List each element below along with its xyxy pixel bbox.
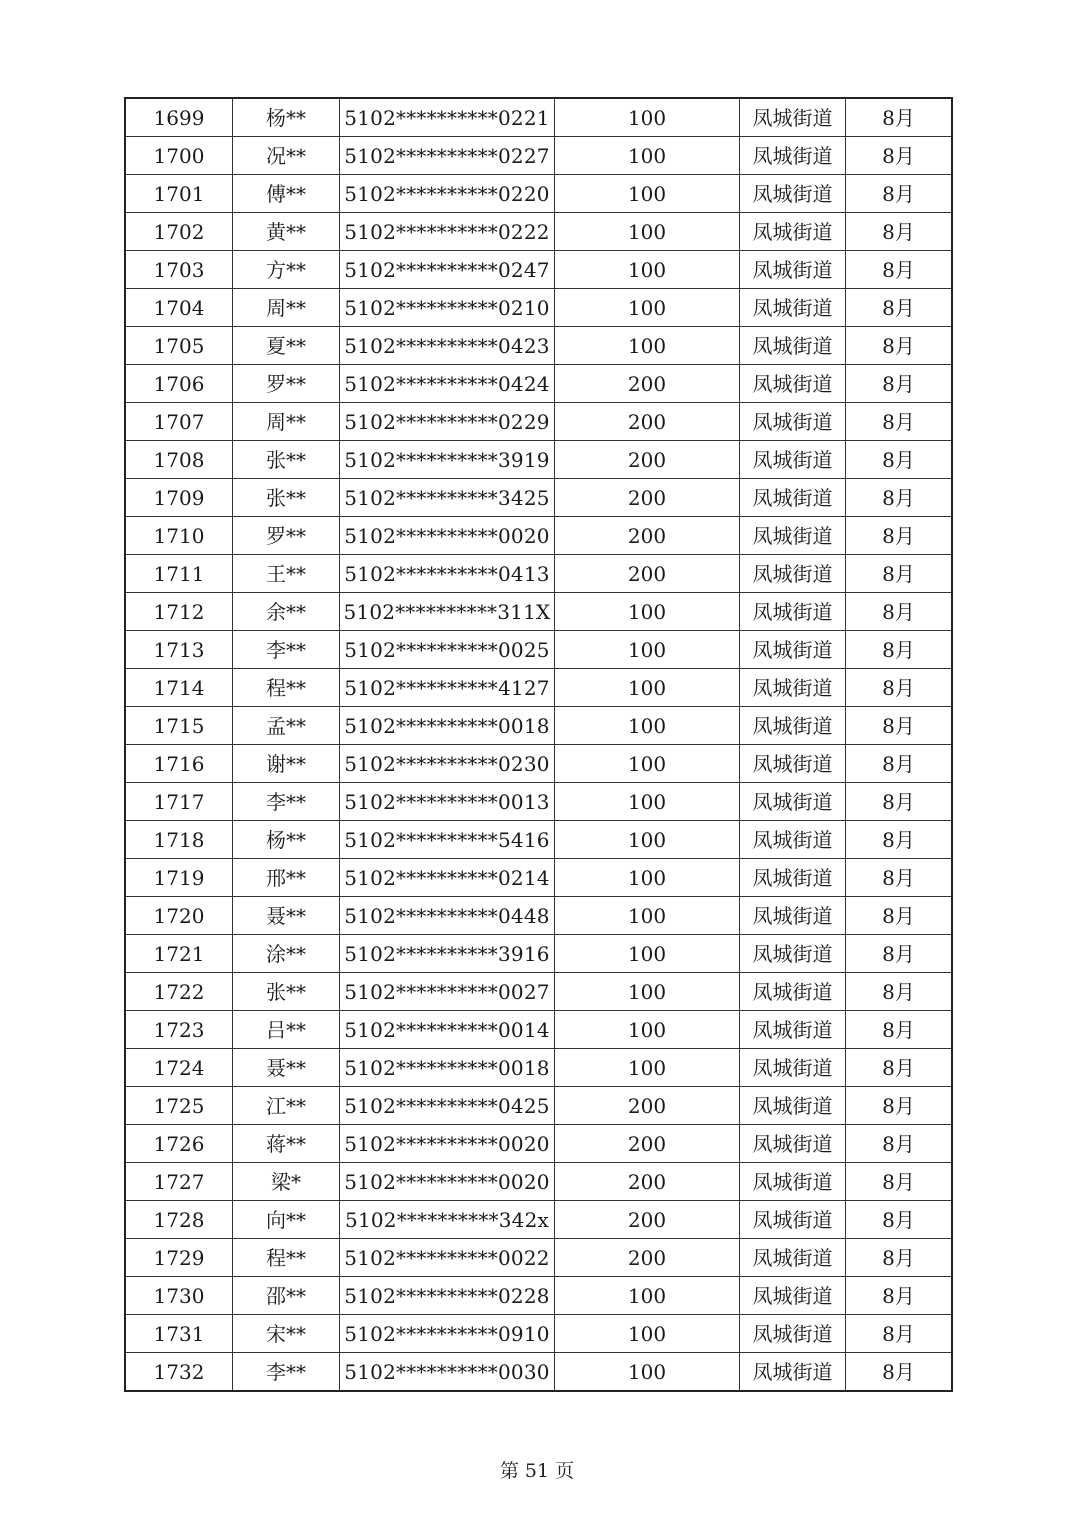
month-cell: 8月: [846, 517, 953, 555]
area-cell: 凤城街道: [740, 98, 846, 137]
area-cell: 凤城街道: [740, 1201, 846, 1239]
name-cell: 邵**: [233, 1277, 340, 1315]
month-cell: 8月: [846, 1125, 953, 1163]
amount-cell: 100: [555, 593, 740, 631]
name-cell: 罗**: [233, 365, 340, 403]
month-cell: 8月: [846, 935, 953, 973]
month-cell: 8月: [846, 327, 953, 365]
table-row: [125, 1277, 952, 1315]
amount-cell: 200: [555, 403, 740, 441]
name-cell: 余**: [233, 593, 340, 631]
area-cell: 凤城街道: [740, 631, 846, 669]
row-index-cell: 1719: [125, 859, 233, 897]
id-number-cell: 5102**********0014: [340, 1011, 555, 1049]
area-cell: 凤城街道: [740, 175, 846, 213]
name-cell: 孟**: [233, 707, 340, 745]
area-cell: 凤城街道: [740, 1353, 846, 1392]
month-cell: 8月: [846, 1239, 953, 1277]
row-index-cell: 1715: [125, 707, 233, 745]
row-index-cell: 1699: [125, 98, 233, 137]
area-cell: 凤城街道: [740, 1087, 846, 1125]
name-cell: 蒋**: [233, 1125, 340, 1163]
row-index-cell: 1722: [125, 973, 233, 1011]
month-cell: 8月: [846, 1201, 953, 1239]
row-index-cell: 1701: [125, 175, 233, 213]
id-number-cell: 5102**********0220: [340, 175, 555, 213]
name-cell: 李**: [233, 631, 340, 669]
name-cell: 聂**: [233, 897, 340, 935]
name-cell: 周**: [233, 289, 340, 327]
name-cell: 谢**: [233, 745, 340, 783]
amount-cell: 200: [555, 1163, 740, 1201]
id-number-cell: 5102**********0228: [340, 1277, 555, 1315]
month-cell: 8月: [846, 593, 953, 631]
name-cell: 程**: [233, 669, 340, 707]
month-cell: 8月: [846, 1353, 953, 1392]
name-cell: 梁*: [233, 1163, 340, 1201]
row-index-cell: 1725: [125, 1087, 233, 1125]
row-index-cell: 1716: [125, 745, 233, 783]
area-cell: 凤城街道: [740, 1163, 846, 1201]
table-row: [125, 973, 952, 1011]
name-cell: 张**: [233, 479, 340, 517]
row-index-cell: 1707: [125, 403, 233, 441]
row-index-cell: 1724: [125, 1049, 233, 1087]
amount-cell: 100: [555, 98, 740, 137]
table-row: [125, 1315, 952, 1353]
amount-cell: 100: [555, 1277, 740, 1315]
amount-cell: 100: [555, 631, 740, 669]
row-index-cell: 1700: [125, 137, 233, 175]
amount-cell: 100: [555, 821, 740, 859]
table-row: [125, 859, 952, 897]
amount-cell: 100: [555, 137, 740, 175]
row-index-cell: 1710: [125, 517, 233, 555]
name-cell: 罗**: [233, 517, 340, 555]
amount-cell: 100: [555, 669, 740, 707]
id-number-cell: 5102**********0018: [340, 1049, 555, 1087]
name-cell: 聂**: [233, 1049, 340, 1087]
area-cell: 凤城街道: [740, 327, 846, 365]
area-cell: 凤城街道: [740, 1277, 846, 1315]
month-cell: 8月: [846, 859, 953, 897]
name-cell: 张**: [233, 973, 340, 1011]
month-cell: 8月: [846, 745, 953, 783]
row-index-cell: 1723: [125, 1011, 233, 1049]
id-number-cell: 5102**********0025: [340, 631, 555, 669]
amount-cell: 100: [555, 745, 740, 783]
area-cell: 凤城街道: [740, 1239, 846, 1277]
table-row: [125, 1201, 952, 1239]
amount-cell: 100: [555, 1049, 740, 1087]
area-cell: 凤城街道: [740, 251, 846, 289]
area-cell: 凤城街道: [740, 707, 846, 745]
table-row: [125, 1049, 952, 1087]
month-cell: 8月: [846, 707, 953, 745]
id-number-cell: 5102**********0221: [340, 98, 555, 137]
month-cell: 8月: [846, 821, 953, 859]
month-cell: 8月: [846, 1163, 953, 1201]
area-cell: 凤城街道: [740, 821, 846, 859]
amount-cell: 200: [555, 365, 740, 403]
table-body: [125, 98, 952, 1391]
area-cell: 凤城街道: [740, 555, 846, 593]
table-row: [125, 745, 952, 783]
area-cell: 凤城街道: [740, 1125, 846, 1163]
row-index-cell: 1726: [125, 1125, 233, 1163]
month-cell: 8月: [846, 1087, 953, 1125]
row-index-cell: 1732: [125, 1353, 233, 1392]
table-row: [125, 631, 952, 669]
table-row: [125, 98, 952, 137]
month-cell: 8月: [846, 213, 953, 251]
table-row: [125, 327, 952, 365]
table-row: [125, 555, 952, 593]
amount-cell: 100: [555, 289, 740, 327]
area-cell: 凤城街道: [740, 669, 846, 707]
name-cell: 江**: [233, 1087, 340, 1125]
row-index-cell: 1728: [125, 1201, 233, 1239]
table-row: [125, 593, 952, 631]
name-cell: 宋**: [233, 1315, 340, 1353]
row-index-cell: 1729: [125, 1239, 233, 1277]
id-number-cell: 5102**********0230: [340, 745, 555, 783]
row-index-cell: 1727: [125, 1163, 233, 1201]
id-number-cell: 5102**********4127: [340, 669, 555, 707]
row-index-cell: 1718: [125, 821, 233, 859]
id-number-cell: 5102**********0222: [340, 213, 555, 251]
id-number-cell: 5102**********311X: [340, 593, 555, 631]
area-cell: 凤城街道: [740, 403, 846, 441]
id-number-cell: 5102**********3425: [340, 479, 555, 517]
id-number-cell: 5102**********0424: [340, 365, 555, 403]
row-index-cell: 1712: [125, 593, 233, 631]
amount-cell: 200: [555, 479, 740, 517]
amount-cell: 100: [555, 213, 740, 251]
table-row: [125, 137, 952, 175]
row-index-cell: 1714: [125, 669, 233, 707]
row-index-cell: 1709: [125, 479, 233, 517]
name-cell: 周**: [233, 403, 340, 441]
table-row: [125, 403, 952, 441]
id-number-cell: 5102**********3916: [340, 935, 555, 973]
amount-cell: 200: [555, 1087, 740, 1125]
area-cell: 凤城街道: [740, 859, 846, 897]
id-number-cell: 5102**********0448: [340, 897, 555, 935]
name-cell: 向**: [233, 1201, 340, 1239]
id-number-cell: 5102**********0210: [340, 289, 555, 327]
area-cell: 凤城街道: [740, 593, 846, 631]
row-index-cell: 1705: [125, 327, 233, 365]
subsidy-table: [124, 97, 953, 1392]
id-number-cell: 5102**********0425: [340, 1087, 555, 1125]
id-number-cell: 5102**********0423: [340, 327, 555, 365]
name-cell: 程**: [233, 1239, 340, 1277]
row-index-cell: 1708: [125, 441, 233, 479]
id-number-cell: 5102**********0020: [340, 1163, 555, 1201]
area-cell: 凤城街道: [740, 213, 846, 251]
amount-cell: 200: [555, 441, 740, 479]
id-number-cell: 5102**********0020: [340, 517, 555, 555]
month-cell: 8月: [846, 1315, 953, 1353]
name-cell: 李**: [233, 1353, 340, 1392]
row-index-cell: 1713: [125, 631, 233, 669]
name-cell: 涂**: [233, 935, 340, 973]
area-cell: 凤城街道: [740, 935, 846, 973]
table-row: [125, 1125, 952, 1163]
table-row: [125, 1163, 952, 1201]
area-cell: 凤城街道: [740, 365, 846, 403]
month-cell: 8月: [846, 479, 953, 517]
table-row: [125, 365, 952, 403]
id-number-cell: 5102**********0027: [340, 973, 555, 1011]
table-row: [125, 821, 952, 859]
month-cell: 8月: [846, 441, 953, 479]
id-number-cell: 5102**********0247: [340, 251, 555, 289]
amount-cell: 200: [555, 1125, 740, 1163]
name-cell: 黄**: [233, 213, 340, 251]
area-cell: 凤城街道: [740, 1011, 846, 1049]
area-cell: 凤城街道: [740, 897, 846, 935]
page-number: 第 51 页: [499, 1460, 575, 1482]
amount-cell: 100: [555, 973, 740, 1011]
row-index-cell: 1720: [125, 897, 233, 935]
area-cell: 凤城街道: [740, 1049, 846, 1087]
table-row: [125, 935, 952, 973]
row-index-cell: 1706: [125, 365, 233, 403]
name-cell: 杨**: [233, 821, 340, 859]
name-cell: 吕**: [233, 1011, 340, 1049]
name-cell: 李**: [233, 783, 340, 821]
id-number-cell: 5102**********0018: [340, 707, 555, 745]
name-cell: 邢**: [233, 859, 340, 897]
table-row: [125, 441, 952, 479]
month-cell: 8月: [846, 897, 953, 935]
table-row: [125, 289, 952, 327]
amount-cell: 200: [555, 555, 740, 593]
month-cell: 8月: [846, 137, 953, 175]
month-cell: 8月: [846, 1011, 953, 1049]
amount-cell: 100: [555, 783, 740, 821]
name-cell: 况**: [233, 137, 340, 175]
month-cell: 8月: [846, 251, 953, 289]
table-row: [125, 669, 952, 707]
table-row: [125, 517, 952, 555]
id-number-cell: 5102**********0214: [340, 859, 555, 897]
id-number-cell: 5102**********0229: [340, 403, 555, 441]
amount-cell: 200: [555, 517, 740, 555]
id-number-cell: 5102**********0910: [340, 1315, 555, 1353]
amount-cell: 100: [555, 859, 740, 897]
amount-cell: 100: [555, 1315, 740, 1353]
area-cell: 凤城街道: [740, 973, 846, 1011]
month-cell: 8月: [846, 365, 953, 403]
table-row: [125, 783, 952, 821]
table-row: [125, 175, 952, 213]
month-cell: 8月: [846, 175, 953, 213]
id-number-cell: 5102**********342x: [340, 1201, 555, 1239]
row-index-cell: 1703: [125, 251, 233, 289]
area-cell: 凤城街道: [740, 745, 846, 783]
amount-cell: 100: [555, 935, 740, 973]
month-cell: 8月: [846, 1277, 953, 1315]
amount-cell: 100: [555, 327, 740, 365]
row-index-cell: 1702: [125, 213, 233, 251]
name-cell: 杨**: [233, 98, 340, 137]
table-row: [125, 213, 952, 251]
area-cell: 凤城街道: [740, 479, 846, 517]
id-number-cell: 5102**********0020: [340, 1125, 555, 1163]
name-cell: 夏**: [233, 327, 340, 365]
row-index-cell: 1711: [125, 555, 233, 593]
row-index-cell: 1731: [125, 1315, 233, 1353]
amount-cell: 100: [555, 251, 740, 289]
month-cell: 8月: [846, 669, 953, 707]
row-index-cell: 1721: [125, 935, 233, 973]
area-cell: 凤城街道: [740, 517, 846, 555]
table-row: [125, 251, 952, 289]
amount-cell: 200: [555, 1239, 740, 1277]
amount-cell: 100: [555, 707, 740, 745]
table-row: [125, 1011, 952, 1049]
table-row: [125, 707, 952, 745]
month-cell: 8月: [846, 403, 953, 441]
name-cell: 傅**: [233, 175, 340, 213]
amount-cell: 100: [555, 1353, 740, 1392]
row-index-cell: 1704: [125, 289, 233, 327]
month-cell: 8月: [846, 98, 953, 137]
row-index-cell: 1730: [125, 1277, 233, 1315]
table-row: [125, 1353, 952, 1392]
month-cell: 8月: [846, 973, 953, 1011]
id-number-cell: 5102**********5416: [340, 821, 555, 859]
table-row: [125, 479, 952, 517]
amount-cell: 100: [555, 1011, 740, 1049]
month-cell: 8月: [846, 289, 953, 327]
amount-cell: 100: [555, 175, 740, 213]
amount-cell: 200: [555, 1201, 740, 1239]
name-cell: 张**: [233, 441, 340, 479]
id-number-cell: 5102**********0030: [340, 1353, 555, 1392]
month-cell: 8月: [846, 1049, 953, 1087]
amount-cell: 100: [555, 897, 740, 935]
row-index-cell: 1717: [125, 783, 233, 821]
area-cell: 凤城街道: [740, 441, 846, 479]
month-cell: 8月: [846, 555, 953, 593]
area-cell: 凤城街道: [740, 289, 846, 327]
area-cell: 凤城街道: [740, 137, 846, 175]
month-cell: 8月: [846, 783, 953, 821]
month-cell: 8月: [846, 631, 953, 669]
id-number-cell: 5102**********0227: [340, 137, 555, 175]
id-number-cell: 5102**********0022: [340, 1239, 555, 1277]
table-row: [125, 1087, 952, 1125]
area-cell: 凤城街道: [740, 783, 846, 821]
table-row: [125, 1239, 952, 1277]
area-cell: 凤城街道: [740, 1315, 846, 1353]
id-number-cell: 5102**********0413: [340, 555, 555, 593]
table-row: [125, 897, 952, 935]
name-cell: 方**: [233, 251, 340, 289]
name-cell: 王**: [233, 555, 340, 593]
id-number-cell: 5102**********0013: [340, 783, 555, 821]
id-number-cell: 5102**********3919: [340, 441, 555, 479]
